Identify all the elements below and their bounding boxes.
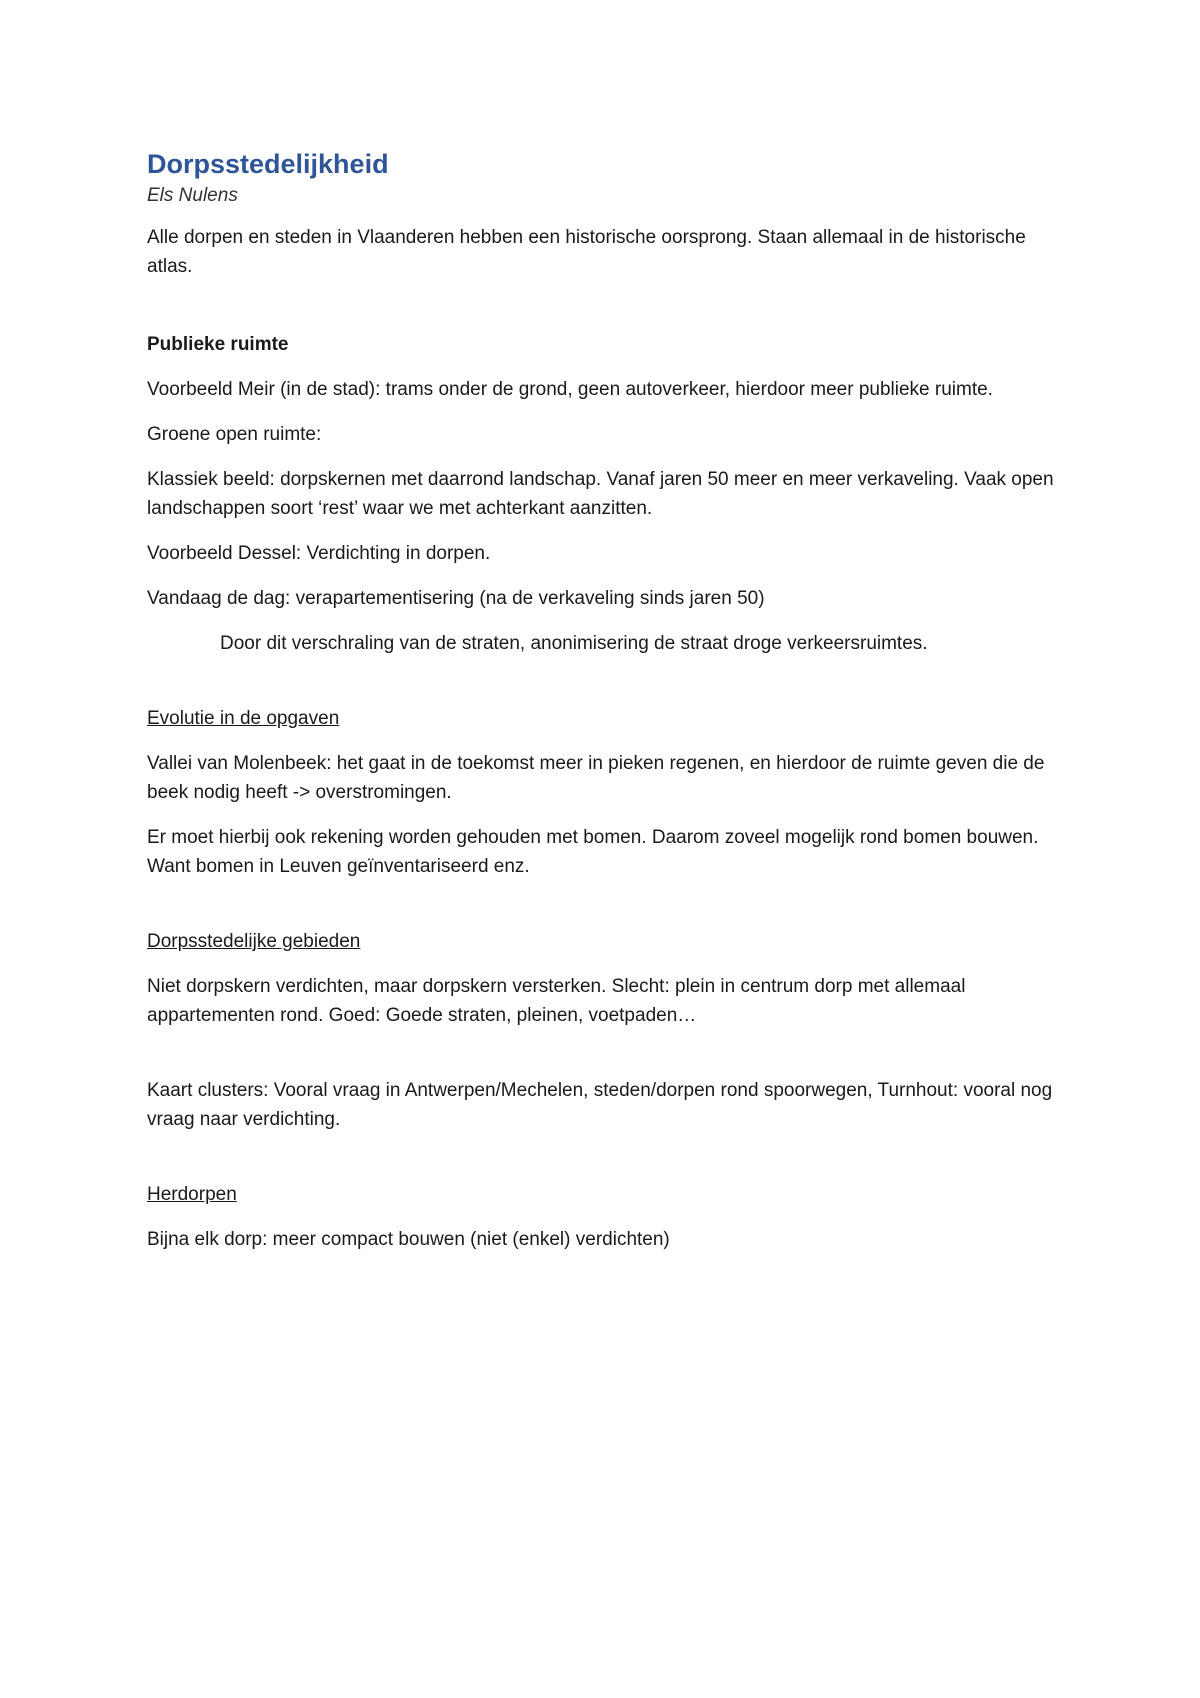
paragraph-vandaag: Vandaag de dag: verapartementisering (na de verkaveling sinds jaren 50) — [147, 588, 765, 609]
paragraph-verschraling: Door dit verschraling van de straten, anonimisering de straat droge verkeersruimtes. — [220, 633, 928, 654]
paragraph-molenbeek: Vallei van Molenbeek: het gaat in de toekomst meer in pieken regenen, en hierdoor de ruimte geven die de beek nodig heeft -> overstromingen. — [147, 753, 1045, 803]
paragraph-compact-bouwen: Bijna elk dorp: meer compact bouwen (niet (enkel) verdichten) — [147, 1229, 670, 1250]
spacer — [147, 297, 1067, 330]
document-body — [147, 147, 1067, 1270]
paragraph-dessel: Voorbeeld Dessel: Verdichting in dorpen. — [147, 543, 491, 564]
paragraph-bomen: Er moet hierbij ook rekening worden gehouden met bomen. Daarom zoveel mogelijk rond bomen bouwen. Want bomen in Leuven geïnventariseerd enz. — [147, 827, 1039, 877]
paragraph-dorpskern: Niet dorpskern verdichten, maar dorpskern versterken. Slecht: plein in centrum dorp met allemaal appartementen rond. Goed: Goede straten, pleinen, voetpaden… — [147, 976, 966, 1026]
paragraph-kaart-clusters: Kaart clusters: Vooral vraag in Antwerpen/Mechelen, steden/dorpen rond spoorwegen, Turnhout: vooral nog vraag naar verdichting. — [147, 1080, 1053, 1130]
paragraph-meir: Voorbeeld Meir (in de stad): trams onder de grond, geen autoverkeer, hierdoor meer publieke ruimte. — [147, 379, 993, 400]
heading-publieke-ruimte: Publieke ruimte — [147, 334, 289, 355]
spacer — [147, 897, 1067, 927]
paragraph-groene-open-ruimte: Groene open ruimte: — [147, 424, 322, 445]
paragraph-klassiek-beeld: Klassiek beeld: dorpskernen met daarrond landschap. Vanaf jaren 50 meer en meer verkaveling. Vaak open landschappen soort ‘rest’ waar we met achterkant aanzitten. — [147, 469, 1054, 519]
spacer — [147, 674, 1067, 704]
document-author: Els Nulens — [147, 185, 238, 206]
spacer — [147, 1150, 1067, 1180]
heading-herdorpen: Herdorpen — [147, 1184, 237, 1205]
heading-evolutie: Evolutie in de opgaven — [147, 708, 340, 729]
spacer — [147, 1046, 1067, 1076]
intro-paragraph: Alle dorpen en steden in Vlaanderen hebben een historische oorsprong. Staan allemaal in de historische atlas. — [147, 227, 1026, 277]
heading-dorpsstedelijke-gebieden: Dorpsstedelijke gebieden — [147, 931, 361, 952]
document-title: Dorpsstedelijkheid — [147, 149, 389, 179]
